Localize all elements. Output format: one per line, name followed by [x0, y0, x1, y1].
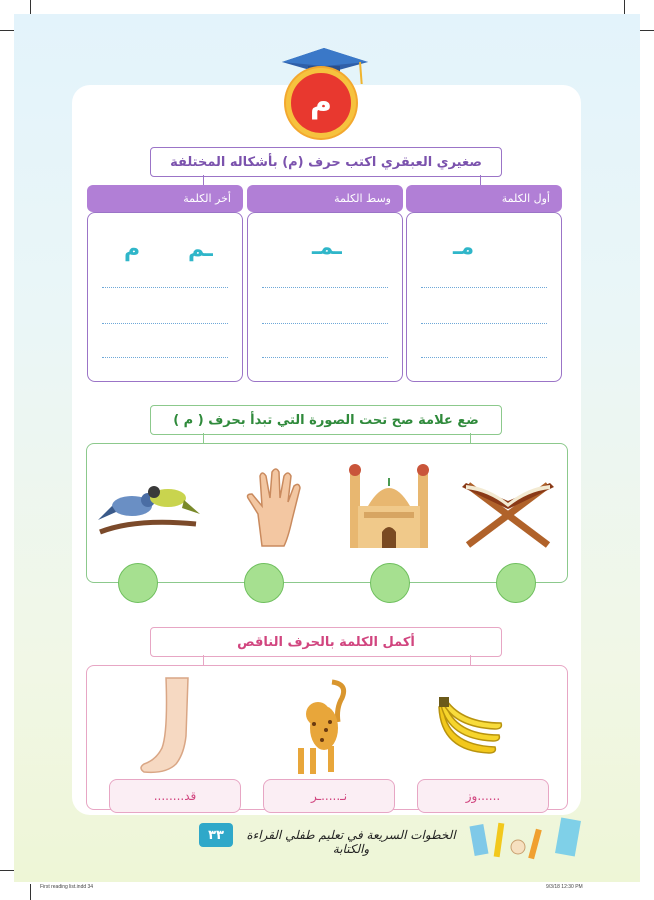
column-first	[406, 212, 562, 382]
letter-form: ـمـ	[312, 235, 342, 260]
writing-line[interactable]	[102, 323, 228, 324]
writing-line[interactable]	[262, 357, 388, 358]
checkbox-circle-hand[interactable]	[244, 563, 284, 603]
crop-mark	[0, 30, 14, 31]
column-middle	[247, 212, 403, 382]
letter-form: ـم	[188, 237, 213, 262]
connector	[480, 175, 481, 185]
column-head-last: أخر الكلمة	[87, 185, 243, 212]
letter-form: م	[124, 237, 141, 262]
writing-line[interactable]	[102, 287, 228, 288]
crop-mark	[30, 884, 31, 900]
word-blank-banana[interactable]: ......وز	[417, 779, 549, 813]
section3-title: أكمل الكلمة بالحرف الناقص	[150, 627, 502, 657]
word-blank-foot[interactable]: قد........	[109, 779, 241, 813]
connector	[203, 655, 204, 665]
print-info-left: First reading list.indd 34	[40, 884, 94, 890]
crop-mark	[30, 0, 31, 14]
checkbox-circle-book[interactable]	[496, 563, 536, 603]
book-icon	[458, 475, 558, 550]
section2-title: ضع علامة صح تحت الصورة التي تبدأ بحرف ( م )	[150, 405, 502, 435]
word-blank-leopard[interactable]: نـ.....ـر	[263, 779, 395, 813]
leopard-icon	[292, 678, 352, 778]
column-last	[87, 212, 243, 382]
connector	[203, 175, 204, 185]
column-head-middle: وسط الكلمة	[247, 185, 403, 212]
crop-mark	[0, 870, 14, 871]
writing-line[interactable]	[102, 357, 228, 358]
checkbox-circle-birds[interactable]	[118, 563, 158, 603]
section1-title: صغيري العبقري اكتب حرف (م) بأشكاله المختلفة	[150, 147, 502, 177]
connector	[470, 433, 471, 443]
page-number: ٣٣	[199, 823, 233, 847]
checkbox-circle-mosque[interactable]	[370, 563, 410, 603]
crop-mark	[624, 0, 625, 14]
writing-line[interactable]	[421, 357, 547, 358]
badge-letter: م	[310, 85, 332, 120]
letter-form: مـ	[453, 235, 475, 260]
badge-circle	[286, 68, 356, 138]
connector	[470, 655, 471, 665]
column-head-first: أول الكلمة	[406, 185, 562, 212]
writing-line[interactable]	[262, 287, 388, 288]
mosque-icon	[344, 460, 434, 550]
birds-icon	[96, 480, 206, 540]
crop-mark	[640, 30, 654, 31]
banana-icon	[435, 695, 505, 760]
print-info-right: 9/3/18 12:30 PM	[546, 884, 583, 890]
writing-line[interactable]	[262, 323, 388, 324]
pencil-characters-icon	[466, 815, 586, 865]
writing-line[interactable]	[421, 287, 547, 288]
hand-icon	[244, 468, 304, 548]
foot-icon	[136, 676, 196, 776]
writing-line[interactable]	[421, 323, 547, 324]
letter-badge	[278, 44, 370, 134]
footer-title: الخطوات السريعة في تعليم طفلي القراءة والكتابة	[246, 828, 456, 856]
connector	[203, 433, 204, 443]
